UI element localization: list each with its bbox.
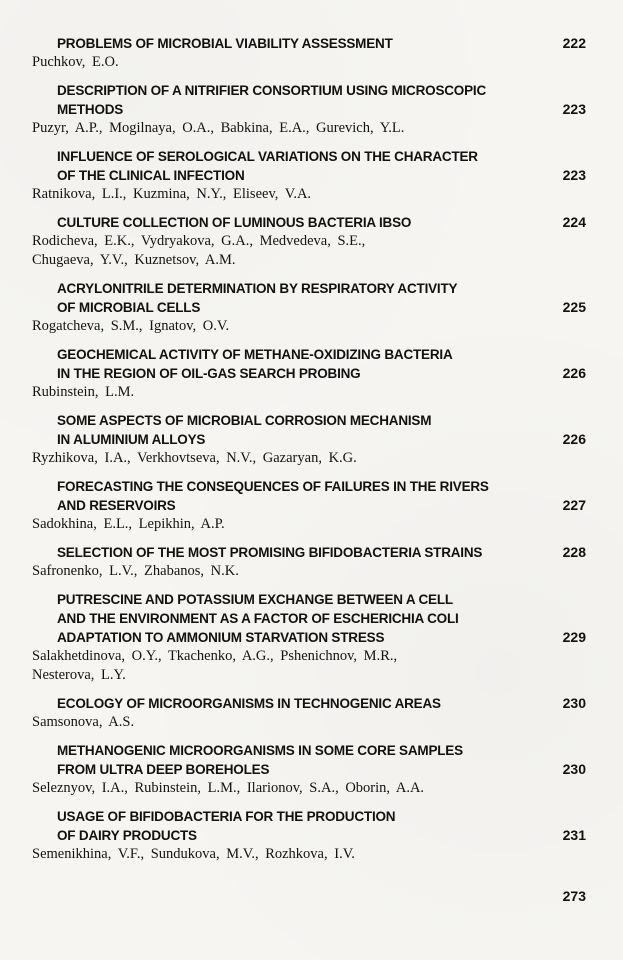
toc-entry xyxy=(32,81,586,138)
entry-title-line: DESCRIPTION OF A NITRIFIER CONSORTIUM USING MICROSCOPIC xyxy=(57,83,487,98)
entry-author-line: Semenikhina, V.F., Sundukova, M.V., Rozhkova, I.V. xyxy=(32,846,355,862)
entry-author-line: Puchkov, E.O. xyxy=(32,54,119,70)
entry-head xyxy=(32,34,586,53)
entry-title xyxy=(32,147,478,185)
entry-title-line: ECOLOGY OF MICROORGANISMS IN TECHNOGENIC AREAS xyxy=(57,696,441,711)
entry-head xyxy=(32,741,586,779)
entry-title-line: SELECTION OF THE MOST PROMISING BIFIDOBACTERIA STRAINS xyxy=(57,545,483,560)
entry-title xyxy=(32,279,457,317)
entry-authors xyxy=(32,562,586,581)
entry-head xyxy=(32,807,586,845)
entry-title xyxy=(32,741,463,779)
entry-title-line: PROBLEMS OF MICROBIAL VIABILITY ASSESSMENT xyxy=(57,36,393,51)
entry-page-number: 227 xyxy=(562,497,586,513)
entry-head xyxy=(32,147,586,185)
entry-page-number: 226 xyxy=(562,365,586,381)
entry-authors xyxy=(32,53,586,72)
entry-title-line: METHODS xyxy=(57,102,124,117)
entry-title-line: ADAPTATION TO AMMONIUM STARVATION STRESS xyxy=(57,630,385,645)
entry-authors xyxy=(32,383,586,402)
entry-page-number: 228 xyxy=(562,544,586,560)
entry-page-number: 223 xyxy=(562,167,586,183)
entry-title xyxy=(32,345,453,383)
entry-page-number: 226 xyxy=(562,431,586,447)
toc-entry xyxy=(32,741,586,798)
entry-author-line: Puzyr, A.P., Mogilnaya, O.A., Babkina, E.A., Gurevich, Y.L. xyxy=(32,120,405,136)
entry-authors xyxy=(32,845,586,864)
entry-title-line: FORECASTING THE CONSEQUENCES OF FAILURES IN THE RIVERS xyxy=(57,479,489,494)
entry-page-number: 231 xyxy=(562,827,586,843)
entry-authors xyxy=(32,647,586,685)
entry-title-line: IN THE REGION OF OIL-GAS SEARCH PROBING xyxy=(57,366,361,381)
entry-page-number: 225 xyxy=(562,299,586,315)
entry-authors xyxy=(32,713,586,732)
entry-author-line: Nesterova, L.Y. xyxy=(32,667,126,683)
toc-entry xyxy=(32,147,586,204)
entry-head xyxy=(32,213,586,232)
toc-entry xyxy=(32,34,586,72)
entry-head xyxy=(32,543,586,562)
entry-author-line: Rubinstein, L.M. xyxy=(32,384,135,400)
entry-page-number: 230 xyxy=(562,695,586,711)
entry-title xyxy=(32,807,395,845)
entry-head xyxy=(32,81,586,119)
entry-title-line: AND THE ENVIRONMENT AS A FACTOR OF ESCHERICHIA COLI xyxy=(57,611,459,626)
entry-authors xyxy=(32,317,586,336)
entry-authors xyxy=(32,185,586,204)
entry-authors xyxy=(32,515,586,534)
entry-author-line: Samsonova, A.S. xyxy=(32,714,135,730)
entry-author-line: Ryzhikova, I.A., Verkhovtseva, N.V., Gazaryan, K.G. xyxy=(32,450,357,466)
entry-title-line: OF THE CLINICAL INFECTION xyxy=(57,168,245,183)
entry-title-line: IN ALUMINIUM ALLOYS xyxy=(57,432,206,447)
entry-title-line: SOME ASPECTS OF MICROBIAL CORROSION MECHANISM xyxy=(57,413,432,428)
entry-author-line: Rodicheva, E.K., Vydryakova, G.A., Medvedeva, S.E., xyxy=(32,233,366,249)
toc-entry xyxy=(32,213,586,270)
entry-title-line: PUTRESCINE AND POTASSIUM EXCHANGE BETWEEN A CELL xyxy=(57,592,453,607)
entry-title-line: USAGE OF BIFIDOBACTERIA FOR THE PRODUCTION xyxy=(57,809,396,824)
entry-title xyxy=(32,34,393,53)
entry-title xyxy=(32,213,411,232)
entry-author-line: Ratnikova, L.I., Kuzmina, N.Y., Eliseev, V.A. xyxy=(32,186,312,202)
entry-page-number: 222 xyxy=(562,35,586,51)
entry-authors xyxy=(32,779,586,798)
toc-entry xyxy=(32,694,586,732)
entry-title xyxy=(32,411,431,449)
toc-entry xyxy=(32,477,586,534)
entry-authors xyxy=(32,449,586,468)
toc-entry xyxy=(32,543,586,581)
entry-authors xyxy=(32,232,586,270)
entry-author-line: Seleznyov, I.A., Rubinstein, L.M., Ilarionov, S.A., Oborin, A.A. xyxy=(32,780,425,796)
entry-title-line: FROM ULTRA DEEP BOREHOLES xyxy=(57,762,270,777)
entry-author-line: Chugaeva, Y.V., Kuznetsov, A.M. xyxy=(32,252,236,268)
entry-author-line: Sadokhina, E.L., Lepikhin, A.P. xyxy=(32,516,225,532)
entry-page-number: 223 xyxy=(562,101,586,117)
toc-entry xyxy=(32,279,586,336)
entry-title-line: OF MICROBIAL CELLS xyxy=(57,300,201,315)
toc-list xyxy=(32,34,586,864)
entry-head xyxy=(32,345,586,383)
entry-title-line: CULTURE COLLECTION OF LUMINOUS BACTERIA IBSO xyxy=(57,215,412,230)
entry-title xyxy=(32,590,459,647)
entry-title xyxy=(32,694,441,713)
entry-title xyxy=(32,81,486,119)
entry-page-number: 229 xyxy=(562,629,586,645)
entry-head xyxy=(32,477,586,515)
entry-title xyxy=(32,477,489,515)
toc-entry xyxy=(32,807,586,864)
entry-title-line: METHANOGENIC MICROORGANISMS IN SOME CORE SAMPLES xyxy=(57,743,463,758)
entry-title-line: GEOCHEMICAL ACTIVITY OF METHANE-OXIDIZING BACTERIA xyxy=(57,347,453,362)
entry-head xyxy=(32,411,586,449)
folio-page-number: 273 xyxy=(562,888,586,904)
toc-entry xyxy=(32,411,586,468)
entry-author-line: Rogatcheva, S.M., Ignatov, O.V. xyxy=(32,318,230,334)
page-footer xyxy=(32,888,586,904)
entry-author-line: Safronenko, L.V., Zhabanos, N.K. xyxy=(32,563,239,579)
toc-entry xyxy=(32,590,586,685)
entry-head xyxy=(32,279,586,317)
entry-page-number: 224 xyxy=(562,214,586,230)
entry-title-line: OF DAIRY PRODUCTS xyxy=(57,828,197,843)
entry-title xyxy=(32,543,482,562)
entry-title-line: ACRYLONITRILE DETERMINATION BY RESPIRATORY ACTIVITY xyxy=(57,281,458,296)
entry-title-line: INFLUENCE OF SEROLOGICAL VARIATIONS ON THE CHARACTER xyxy=(57,149,478,164)
entry-authors xyxy=(32,119,586,138)
entry-author-line: Salakhetdinova, O.Y., Tkachenko, A.G., Pshenichnov, M.R., xyxy=(32,648,398,664)
entry-head xyxy=(32,694,586,713)
toc-entry xyxy=(32,345,586,402)
entry-head xyxy=(32,590,586,647)
entry-title-line: AND RESERVOIRS xyxy=(57,498,176,513)
entry-page-number: 230 xyxy=(562,761,586,777)
